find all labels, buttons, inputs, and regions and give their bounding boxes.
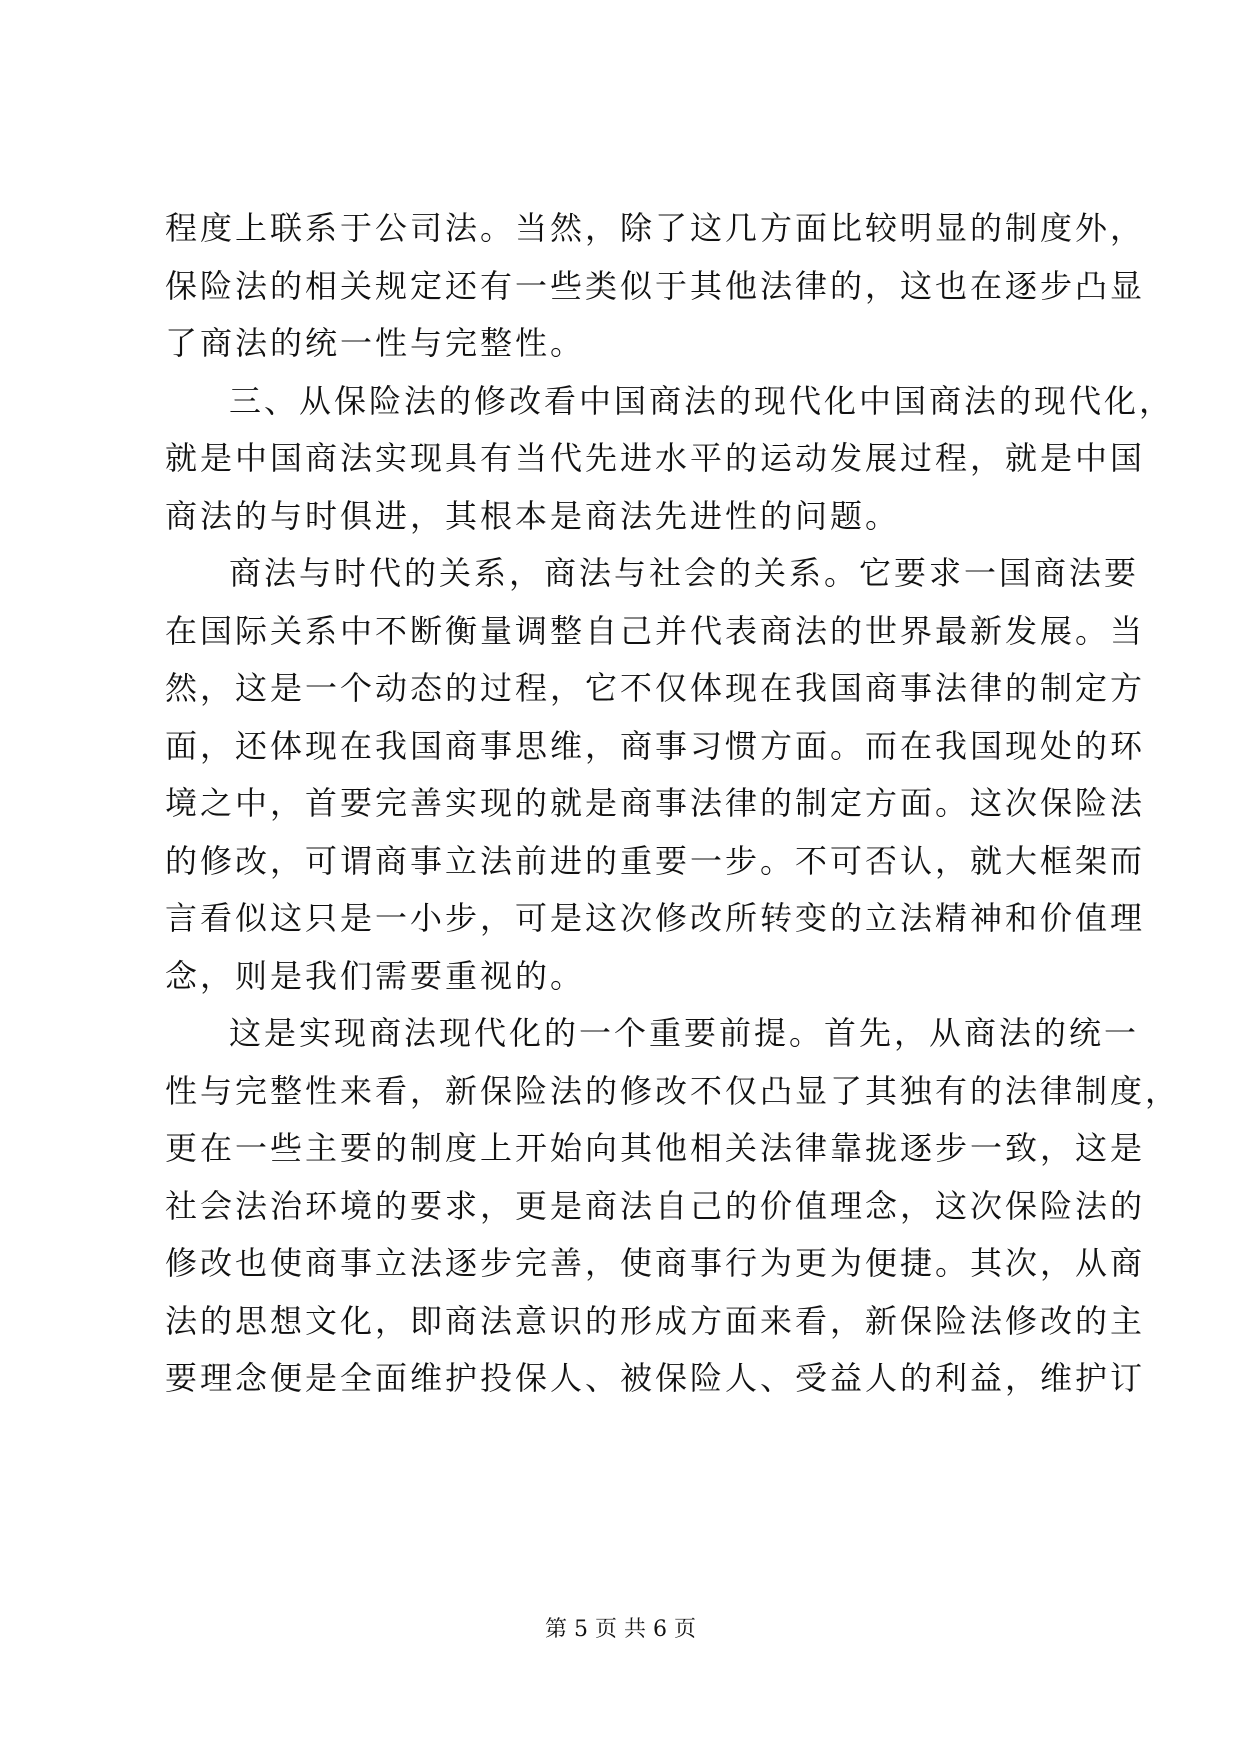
text-line: 就是中国商法实现具有当代先进水平的运动发展过程，就是中国 — [165, 439, 1146, 477]
text-line: 的修改，可谓商事立法前进的重要一步。不可否认，就大框架而 — [165, 841, 1146, 880]
text-line: 面，还体现在我国商事思维，商事习惯方面。而在我国现处的环 — [165, 726, 1146, 765]
text-line: 了商法的统一性与完整性。 — [165, 324, 586, 362]
text-line: 念，则是我们需要重视的。 — [165, 956, 586, 995]
text-line: 程度上联系于公司法。当然，除了这几方面比较明显的制度外， — [165, 209, 1146, 247]
text-line: 在国际关系中不断衡量调整自己并代表商法的世界最新发展。当 — [165, 611, 1146, 650]
text-line: 性与完整性来看，新保险法的修改不仅凸显了其独有的法律制度， — [165, 1071, 1181, 1110]
text-line: 然，这是一个动态的过程，它不仅体现在我国商事法律的制定方 — [165, 669, 1146, 707]
text-line: 法的思想文化，即商法意识的形成方面来看，新保险法修改的主 — [165, 1301, 1146, 1340]
paragraph-first-line: 三、从保险法的修改看中国商法的现代化中国商法的现代化， — [229, 381, 1175, 420]
text-line: 要理念便是全面维护投保人、被保险人、受益人的利益，维护订 — [165, 1359, 1146, 1397]
text-line: 社会法治环境的要求，更是商法自己的价值理念，这次保险法的 — [165, 1186, 1146, 1225]
body-text — [165, 200, 1181, 1408]
text-line: 境之中，首要完善实现的就是商事法律的制定方面。这次保险法 — [165, 784, 1146, 822]
page-footer: 第 5 页 共 6 页 — [545, 1617, 696, 1642]
paragraph-first-line: 这是实现商法现代化的一个重要前提。首先，从商法的统一 — [229, 1014, 1140, 1052]
paragraph-first-line: 商法与时代的关系，商法与社会的关系。它要求一国商法要 — [229, 554, 1140, 592]
text-line: 更在一些主要的制度上开始向其他相关法律靠拢逐步一致，这是 — [165, 1129, 1146, 1167]
text-line: 保险法的相关规定还有一些类似于其他法律的，这也在逐步凸显 — [165, 266, 1146, 305]
text-line: 修改也使商事立法逐步完善，使商事行为更为便捷。其次，从商 — [165, 1244, 1146, 1282]
text-line: 商法的与时俱进，其根本是商法先进性的问题。 — [165, 496, 901, 535]
text-line: 言看似这只是一小步，可是这次修改所转变的立法精神和价值理 — [165, 899, 1146, 937]
